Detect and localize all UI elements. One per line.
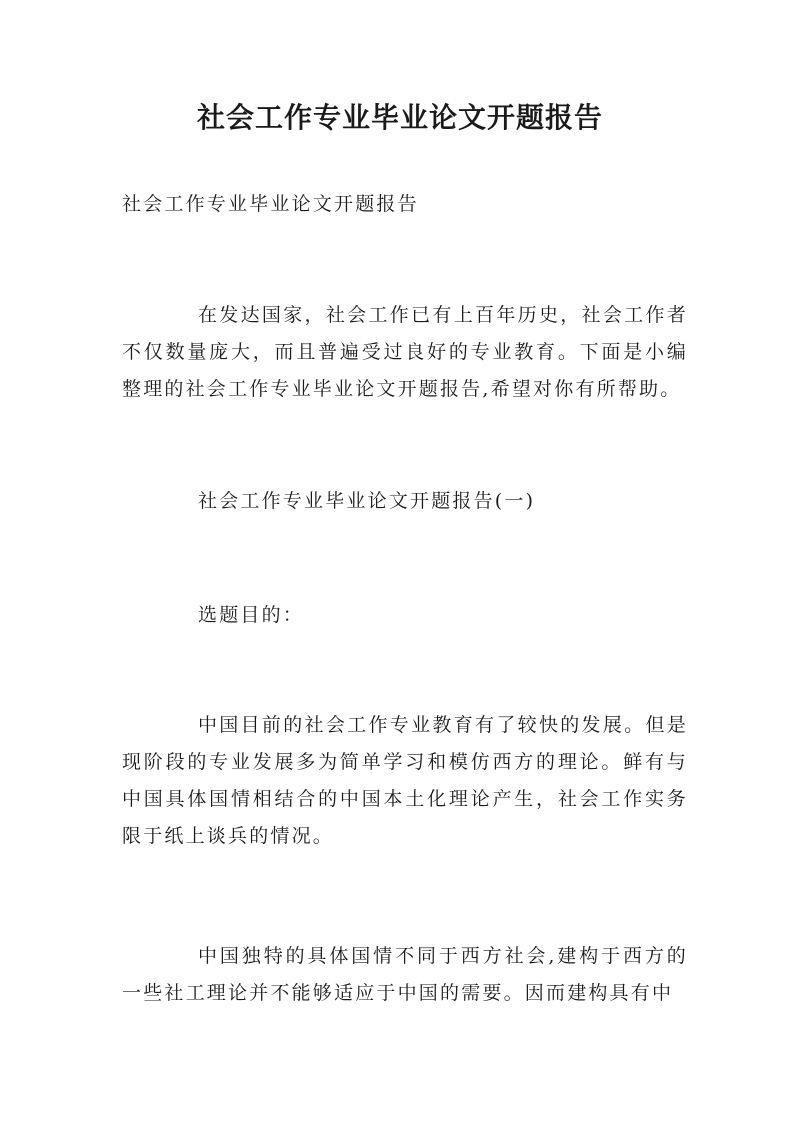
body-paragraph-2: 中国独特的具体国情不同于西方社会,建构于西方的一些社工理论并不能够适应于中国的需要。因而建构具有中 bbox=[122, 945, 688, 1004]
document-title: 社会工作专业毕业论文开题报告 bbox=[196, 101, 603, 134]
section-heading: 社会工作专业毕业论文开题报告(一) bbox=[198, 490, 536, 512]
topic-purpose-label: 选题目的： bbox=[198, 604, 305, 626]
intro-paragraph: 在发达国家，社会工作已有上百年历史，社会工作者不仅数量庞大，而且普遍受过良好的专业教育。下面是小编整理的社会工作专业毕业论文开题报告,希望对你有所帮助。 bbox=[122, 304, 688, 400]
subtitle-paragraph: 社会工作专业毕业论文开题报告 bbox=[122, 193, 419, 215]
body-paragraph-1: 中国目前的社会工作专业教育有了较快的发展。但是现阶段的专业发展多为简单学习和模仿西方的理论。鲜有与中国具体国情相结合的中国本土化理论产生，社会工作实务限于纸上谈兵的情况。 bbox=[122, 714, 688, 847]
